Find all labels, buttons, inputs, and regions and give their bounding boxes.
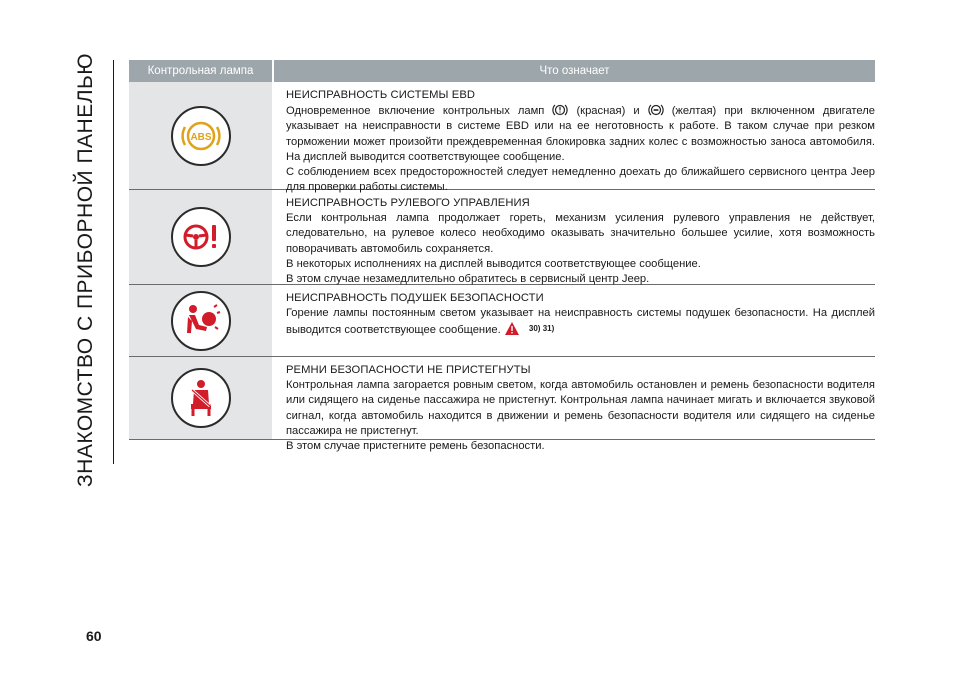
warning-triangle-icon: [504, 321, 520, 336]
icon-cell: [129, 190, 272, 284]
header-lamp: Контрольная лампа: [147, 65, 254, 77]
chapter-divider: [113, 60, 114, 464]
row-text: Контрольная лампа загорается ровным светом, когда автомобиль остановлен и ремень безопасности водителя или сидящего на сиденье пассажира не пристегнут. Контрольная лампа начинает мигать и включается звуковой сигнал, когда автомобиль находится в движении и ремень безопасности водителя или сидящего на сиденье пассажира не пристегнут.: [286, 379, 875, 437]
row-text: Одновременное включение контрольных ламп (красная) и (желтая) при включенном двигателе указывает на неисправности в системе EBD или на ее неготовность к работе. В таком случае при резком торможении может произойти преждевременная блокировка задних колес с возможностью заноса автомобиля. На дисплей выводится соответствующее сообщение.: [286, 105, 876, 163]
table-header: [129, 60, 875, 82]
header-meaning: Что означает: [272, 60, 875, 82]
row-text: Горение лампы постоянным светом указывает на неисправность системы подушек безопасности. На дисплей выводится соответствующее сообщение. 30) 31): [286, 307, 875, 337]
row-title: РЕМНИ БЕЗОПАСНОСТИ НЕ ПРИСТЕГНУТЫ: [286, 364, 531, 376]
icon-cell: [129, 82, 272, 189]
meaning-cell: [272, 357, 875, 453]
icon-cell: [129, 357, 272, 439]
seatbelt-warning-icon: [171, 368, 231, 428]
brake-icon: [552, 103, 568, 117]
row-title: НЕИСПРАВНОСТЬ РУЛЕВОГО УПРАВЛЕНИЯ: [286, 197, 530, 209]
meaning-cell: [272, 82, 876, 194]
row-text: В этом случае пристегните ремень безопасности.: [286, 440, 545, 453]
row-text: В этом случае незамедлительно обратитесь в сервисный центр Jeep.: [286, 273, 650, 286]
icon-cell: [129, 285, 272, 356]
airbag-warning-icon: [171, 291, 231, 351]
table-row: [129, 82, 876, 194]
chapter-title: ЗНАКОМСТВО С ПРИБОРНОЙ ПАНЕЛЬЮ: [74, 52, 97, 488]
svg-text:ABS: ABS: [189, 131, 212, 143]
footnote-refs: 30) 31): [528, 324, 555, 334]
table-row: [129, 285, 875, 357]
meaning-cell: [272, 285, 875, 356]
row-title: НЕИСПРАВНОСТЬ ПОДУШЕК БЕЗОПАСНОСТИ: [286, 292, 544, 304]
table-row: [129, 190, 875, 285]
warning-lights-table: [129, 60, 876, 453]
abs-small-icon: [648, 103, 664, 117]
steering-warning-icon: [171, 207, 231, 267]
abs-warning-icon: [171, 106, 231, 166]
page-number: 60: [86, 628, 102, 644]
row-text: В некоторых исполнениях на дисплей выводится соответствующее сообщение.: [286, 257, 701, 270]
row-text: Если контрольная лампа продолжает гореть, механизм усиления рулевого управления не действует, следовательно, на рулевое колесо необходимо оказывать значительно большее усилие, хотя возможность поворачивать автомобиль сохраняется.: [286, 212, 875, 255]
row-text: С соблюдением всех предосторожностей следует немедленно доехать до ближайшего сервисного центра Jeep для проверки работы системы.: [286, 166, 875, 194]
row-title: НЕИСПРАВНОСТЬ СИСТЕМЫ EBD: [286, 89, 476, 101]
table-row: [129, 357, 875, 453]
meaning-cell: [272, 190, 875, 284]
